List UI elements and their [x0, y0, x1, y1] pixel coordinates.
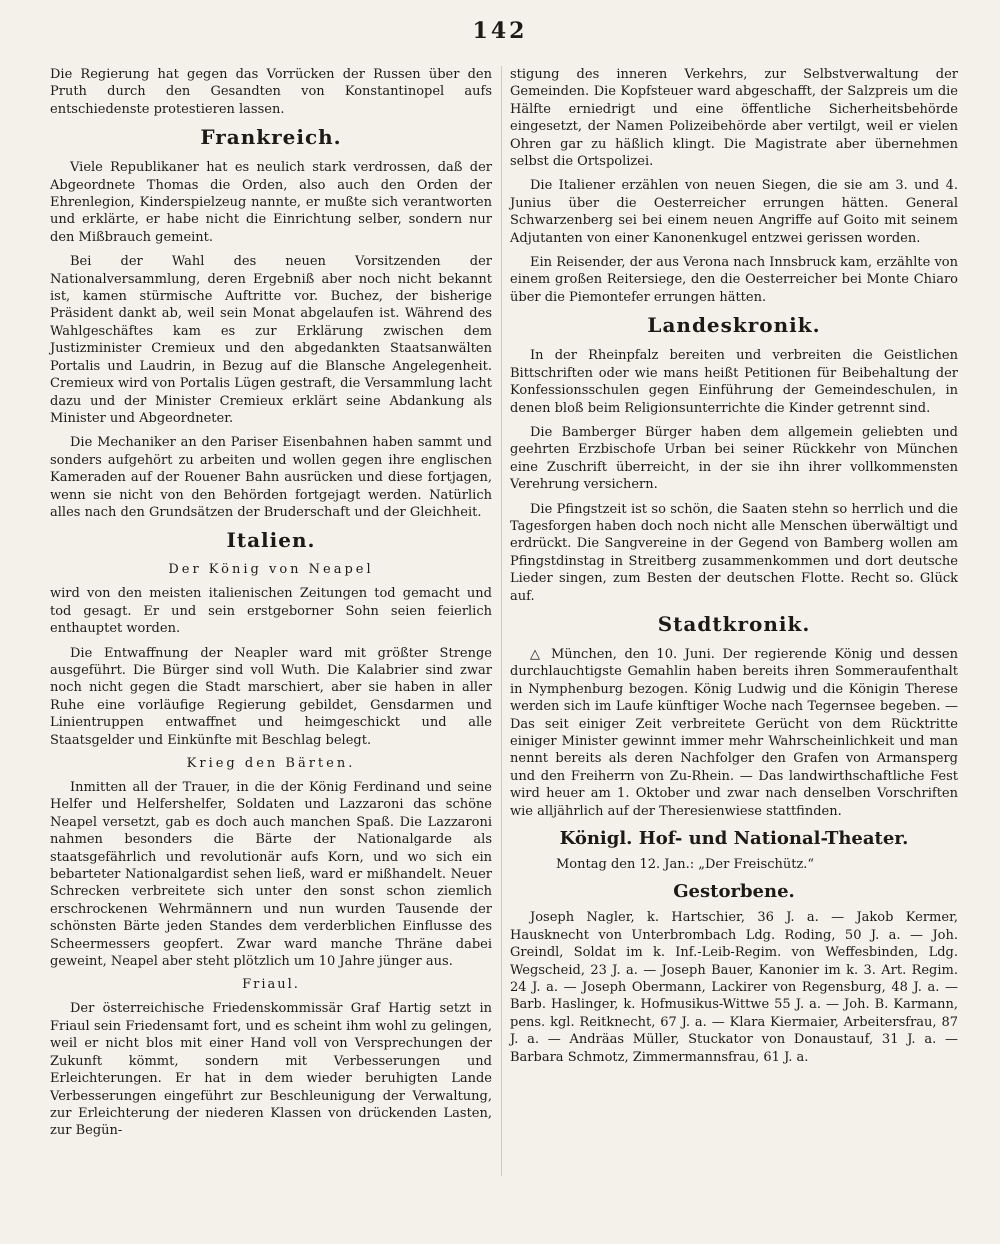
italien-paragraph-4: Der österreichische Friedenskommissär Graf Hartig setzt in Friaul sein Friedensamt fort, und es scheint ihm wohl zu gelingen, weil er nicht blos mit einer Hand voll von Versprechungen der Zukunft kömmt, sondern mit Verbesserungen und Erleichterungen. Er hat in dem wieder beruhigten Lande Verbesserungen eingeführt zur Beschleunigung der Verwaltung, zur Erleichterung der niederen Klassen von drückenden Lasten, zur Begün- [50, 1001, 492, 1139]
theater-program: Montag den 12. Jan.: „Der Freischütz.“ [556, 857, 815, 873]
heading-stadtkronik: Stadtkronik. [657, 611, 811, 636]
heading-frankreich: Frankreich. [200, 125, 342, 150]
heading-gestorbene: Gestorbene. [673, 881, 795, 903]
stadtkronik-paragraph: △ München, den 10. Juni. Der regierende König und dessen durchlauchtigste Gemahlin haben bereits ihren Sommeraufenthalt in Nymphenburg bezogen. König Ludwig und die Königin Therese werden sich im Laufe künftiger Woche nach Tegernsee begeben. — Das seit einiger Zeit verbreitete Gerücht von dem Rücktritte einiger Minister gewinnt immer mehr Wahrscheinlichkeit und man nennt bereits als deren Nachfolger den Grafen von Armansperg und den Freiherrn von Zu-Rhein. — Das landwirthschaftliche Fest wird heuer am 1. Oktober und zwar nach denselben Vorschriften wie alljährlich auf der Theresienwiese stattfinden. [510, 646, 958, 819]
landeskronik-paragraph-3: Die Pfingstzeit ist so schön, die Saaten stehn so herrlich und die Tagesforgen haben doch noch nicht alle Menschen überwältigt und erdrückt. Die Sangvereine in der Gegend von Bamberg wollen am Pfingstdinstag in Streitberg zusammenkommen und dort deutsche Lieder singen, zum Besten der deutschen Flotte. Recht so. Glück auf. [510, 501, 958, 604]
right-column [510, 66, 958, 1073]
heading-landeskronik: Landeskronik. [647, 313, 821, 338]
frankreich-paragraph-1: Viele Republikaner hat es neulich stark verdrossen, daß der Abgeordnete Thomas die Orden, also auch den Orden der Ehrenlegion, Kinderspielzeug nannte, er mußte sich verantworten und erklärte, er habe nicht die Einrichtung selber, sondern nur den Mißbrauch gemeint. [50, 160, 492, 245]
heading-italien: Italien. [226, 528, 316, 553]
page-number: 142 [472, 18, 528, 44]
landeskronik-paragraph-2: Die Bamberger Bürger haben dem allgemein geliebten und geehrten Erzbischofe Urban bei seiner Rückkehr von München eine Zuschrift überreicht, in der sie ihn ihrer vollkommensten Verehrung versichern. [510, 424, 958, 493]
subheading-koenig-von-neapel: Der König von Neapel [168, 562, 374, 578]
column-divider [501, 66, 502, 1176]
frankreich-paragraph-3: Die Mechaniker an den Pariser Eisenbahnen haben sammt und sonders aufgehört zu arbeiten und wollen gegen ihre englischen Kameraden auf der Rouener Bahn ausrücken und diese fortjagen, wenn sie nicht von den Behörden fortgejagt werden. Natürlich alles nach den Grundsätzen der Bruderschaft und der Gleichheit. [50, 435, 492, 520]
frankreich-paragraph-2: Bei der Wahl des neuen Vorsitzenden der Nationalversammlung, deren Ergebniß aber noch nicht bekannt ist, kamen stürmische Auftritte vor. Buchez, der bisherige Präsident dankt ab, weil sein Monat abgelaufen ist. Während des Wahlgeschäftes kam es zur Erklärung zwischen dem Justizminister Cremieux und den abgedankten Staatsanwälten Portalis und Laudrin, in Bezug auf die Blansche Angelegenheit. Cremieux wird von Portalis Lügen gestraft, die Versammlung lacht dazu und der Minister Cremieux erklärt seine Abdankung als Minister und Abgeordneter. [50, 254, 492, 426]
italiener-paragraph: Die Italiener erzählen von neuen Siegen, die sie am 3. und 4. Junius über die Oesterreicher errungen hätten. General Schwarzenberg sei bei einem neuen Angriffe auf Goito mit seinem Adjutanten von einer Kanonenkugel entzwei gerissen worden. [510, 178, 958, 246]
subheading-friaul: Friaul. [242, 977, 300, 993]
landeskronik-paragraph-1: In der Rheinpfalz bereiten und verbreiten die Geistlichen Bittschriften oder wie mans heißt Petitionen für Beibehaltung der Konfessionsschulen gegen Einführung der Gemeindeschulen, in denen bloß beim Religionsunterrichte die Kinder getrennt sind. [510, 348, 958, 416]
reisender-paragraph: Ein Reisender, der aus Verona nach Innsbruck kam, erzählte von einem großen Reitersiege, den die Oesterreicher bei Monte Chiaro über die Piemontefer errungen hätten. [510, 255, 958, 305]
heading-theater: Königl. Hof- und National-Theater. [559, 828, 909, 850]
subheading-krieg-den-baerten: Krieg den Bärten. [186, 756, 356, 771]
italien-paragraph-1: wird von den meisten italienischen Zeitungen tod gemacht und tod gesagt. Er und sein erstgeborner Sohn seien feierlich enthauptet worden. [50, 586, 492, 637]
italien-paragraph-3: Inmitten all der Trauer, in die der König Ferdinand und seine Helfer und Helfershelfer, Soldaten und Lazzaroni das schöne Neapel versetzt, gab es doch auch manchen Spaß. Die Lazzaroni nahmen besonders die Bärte der Nationalgarde als staatsgefährlich und revolutionär aufs Korn, und wo sich ein bebarteter Nationalgardist sehen ließ, ward er mißhandelt. Neuer Schrecken verbreitete sich unter den sonst schon ziemlich erschrockenen Wehrmännern und nun wurden Tausende der schönsten Bärte jeden Standes dem verderblichen Einflusse des Scheermessers geopfert. Zwar ward manche Thräne dabei geweint, Neapel aber steht plötzlich um 10 Jahre jünger aus. [50, 780, 492, 970]
intro-paragraph: Die Regierung hat gegen das Vorrücken der Russen über den Pruth durch den Gesandten von Konstantinopel aufs entschiedenste protestieren lassen. [50, 67, 492, 117]
italien-paragraph-2: Die Entwaffnung der Neapler ward mit größter Strenge ausgeführt. Die Bürger sind voll Wuth. Die Kalabrier sind zwar noch nicht gegen die Stadt marschiert, aber sie haben in aller Ruhe eine vorläufige Regierung gebildet, Gensdarmen und Linientruppen entwaffnet und heimgeschickt und alle Staatsgelder und Einkünfte mit Beschlag belegt. [50, 645, 492, 748]
left-column [50, 66, 492, 1147]
gestorbene-list: Joseph Nagler, k. Hartschier, 36 J. a. — Jakob Kermer, Hausknecht von Unterbrombach Ldg. Roding, 50 J. a. — Joh. Greindl, Soldat im k. Inf.-Leib-Regim. von Weffesbinden, Ldg. Wegscheid, 23 J. a. — Joseph Bauer, Kanonier im k. 3. Art. Regim. 24 J. a. — Joseph Obermann, Lackirer von Regensburg, 48 J. a. — Barb. Haslinger, k. Hofmusikus-Wittwe 55 J. a. — Joh. B. Karmann, pens. kgl. Reitknecht, 67 J. a. — Klara Kiermaier, Arbeitersfrau, 87 J. a. — Andräas Müller, Stuckator von Donaustauf, 31 J. a. — Barbara Schmotz, Zimmermannsfrau, 61 J. a. [510, 910, 958, 1065]
continued-paragraph: stigung des inneren Verkehrs, zur Selbstverwaltung der Gemeinden. Die Kopfsteuer ward abgeschafft, der Salzpreis um die Hälfte erniedrigt und eine öffentliche Sicherheitsbehörde eingesetzt, der Namen Polizeibehörde aber vertilgt, weil er vielen Ohren gar zu häßlich klingt. Die Magistrate aber übernehmen selbst die Ortspolizei. [510, 67, 958, 170]
